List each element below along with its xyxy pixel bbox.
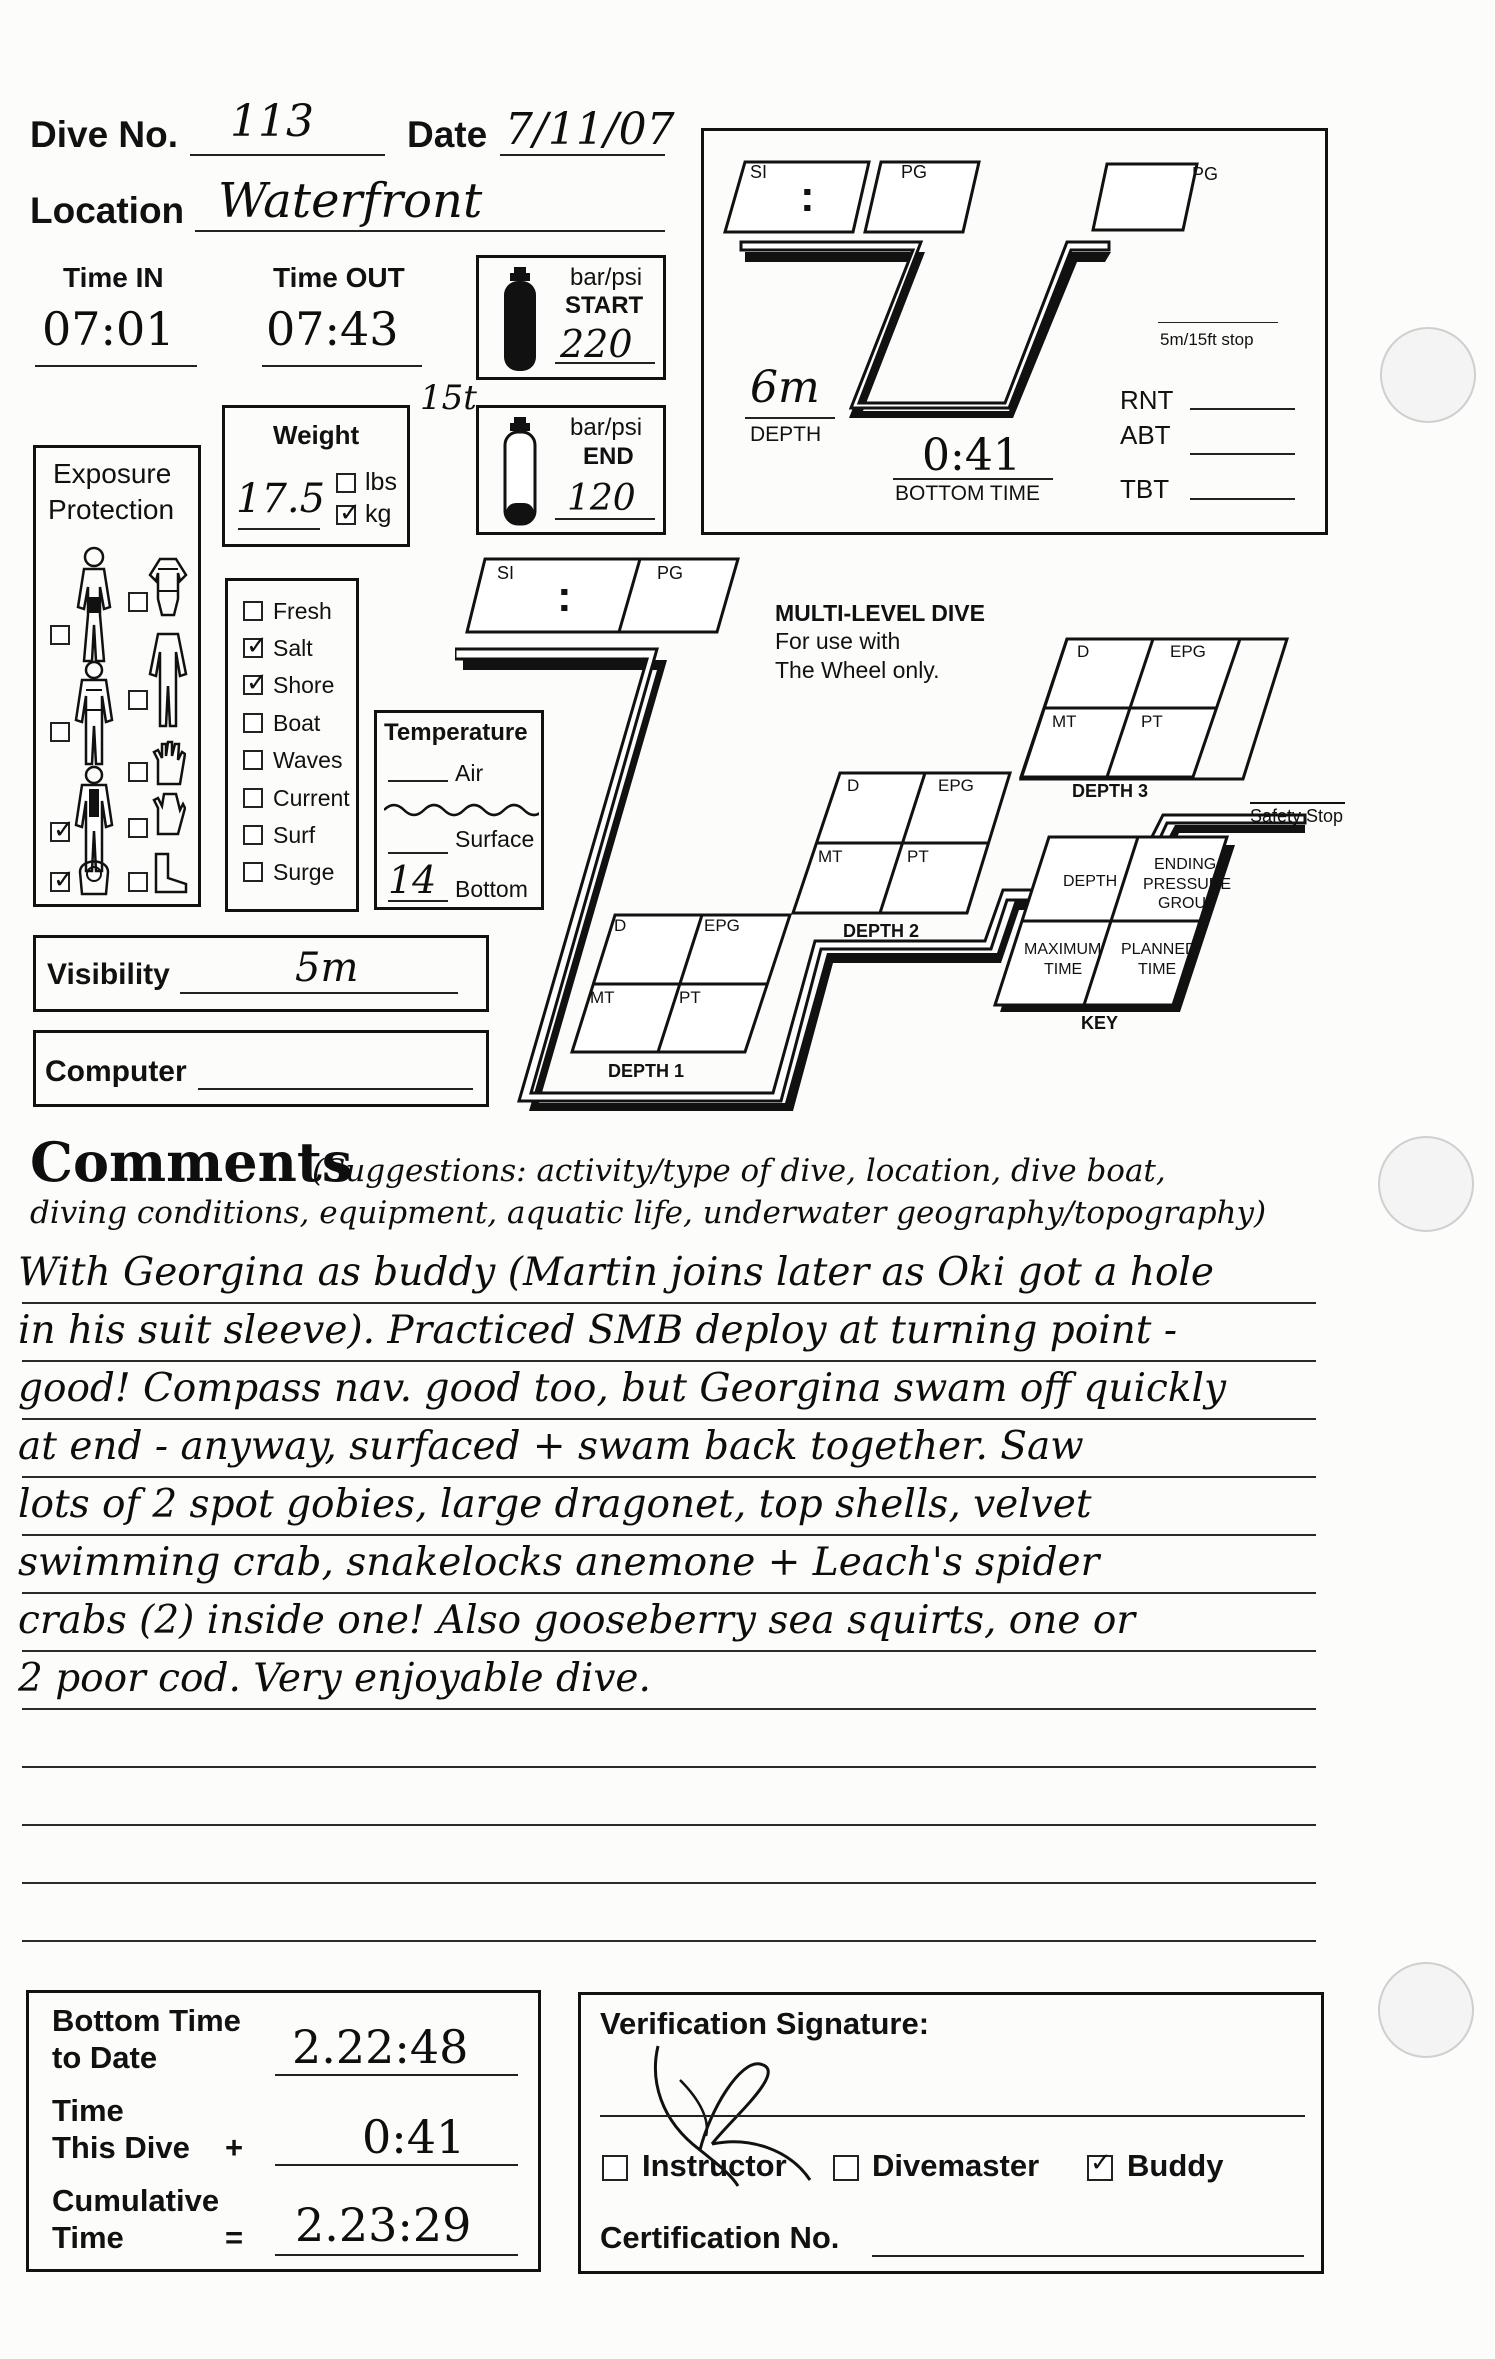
condition-salt-checkbox[interactable] [243, 638, 263, 658]
multilevel-subtitle-line2: The Wheel only. [775, 657, 940, 683]
temperature-surface-label: Surface [455, 826, 535, 852]
key-depth-label: DEPTH [1063, 873, 1118, 890]
depth1-mt-label: MT [590, 988, 615, 1007]
temperature-surface-line [388, 852, 448, 854]
profile-bottom-time-value[interactable]: 0:41 [922, 430, 1021, 481]
tank-start-underline [555, 362, 655, 364]
computer-underline [198, 1088, 473, 1090]
profile-abt-label: ABT [1120, 420, 1171, 450]
profile-safety-stop-line [1158, 322, 1278, 323]
comments-heading: Comments [30, 1130, 353, 1194]
tank-end-label: END [583, 443, 634, 470]
multilevel-title: MULTI-LEVEL DIVE [775, 600, 985, 626]
multilevel-si-value[interactable]: : [557, 572, 572, 621]
condition-waves-label: Waves [273, 747, 343, 773]
dive-no-underline [190, 154, 385, 156]
totals-bottom-time-line2: to Date [52, 2040, 158, 2075]
comment-line-7[interactable]: crabs (2) inside one! Also gooseberry sea squirts, one or [18, 1598, 1135, 1643]
profile-si-label: SI [750, 162, 768, 182]
time-in-underline [35, 365, 197, 367]
comment-rule-4 [22, 1476, 1316, 1478]
time-in-label: Time IN [63, 262, 164, 293]
profile-pg-label: PG [901, 162, 928, 182]
certification-underline [872, 2255, 1304, 2257]
depth1-pt-label: PT [679, 988, 701, 1007]
depth1-d-label: D [614, 916, 627, 935]
divemaster-label: Divemaster [872, 2148, 1040, 2183]
depth3-label: DEPTH 3 [1072, 781, 1149, 801]
condition-current-label: Current [273, 785, 350, 811]
multilevel-pg-label: PG [657, 563, 684, 583]
totals-this-dive-line1: Time [52, 2093, 124, 2128]
condition-surf-checkbox[interactable] [243, 825, 263, 845]
comment-line-3[interactable]: good! Compass nav. good too, but Georgina swam off quickly [18, 1366, 1226, 1411]
comment-line-2[interactable]: in his suit sleeve). Practiced SMB deploy at turning point - [18, 1308, 1178, 1353]
depth2-epg-label: EPG [938, 776, 974, 795]
totals-this-dive-underline [275, 2164, 518, 2166]
condition-surf-label: Surf [273, 822, 316, 848]
condition-surge-label: Surge [273, 859, 335, 885]
weight-value[interactable]: 17.5 [236, 476, 326, 522]
profile-bottom-time-label: BOTTOM TIME [895, 482, 1041, 505]
tank-start-unit: bar/psi [570, 264, 643, 291]
exposure-hood-head-checkbox[interactable] [50, 872, 70, 892]
exposure-mitt-checkbox[interactable] [128, 818, 148, 838]
comment-rule-7 [22, 1650, 1316, 1652]
temperature-bottom-label: Bottom [455, 876, 528, 902]
exposure-shorty-checkbox[interactable] [128, 592, 148, 612]
condition-boat-label: Boat [273, 710, 321, 736]
exposure-hood-checkbox[interactable] [128, 762, 148, 782]
totals-equals: = [225, 2220, 244, 2255]
key-label: KEY [1081, 1013, 1119, 1033]
comment-rule-6 [22, 1592, 1316, 1594]
exposure-title-line2: Protection [48, 494, 175, 525]
comments-suggestions-line2: diving conditions, equipment, aquatic life, underwater geography/topography) [30, 1195, 1267, 1231]
comment-line-8[interactable]: 2 poor cod. Very enjoyable dive. [18, 1656, 651, 1701]
profile-tbt-label: TBT [1120, 474, 1170, 504]
totals-this-dive-value[interactable]: 0:41 [362, 2110, 466, 2164]
buddy-checkbox[interactable] [1087, 2155, 1113, 2181]
location-underline [195, 230, 665, 232]
verification-title: Verification Signature: [600, 2006, 930, 2041]
exposure-swimsuit-checkbox[interactable] [50, 625, 70, 645]
condition-fresh-label: Fresh [273, 598, 332, 624]
depth3-pt-label: PT [1141, 712, 1163, 731]
condition-surge-checkbox[interactable] [243, 862, 263, 882]
exposure-longsuit-checkbox[interactable] [128, 690, 148, 710]
comment-rule-3 [22, 1418, 1316, 1420]
depth2-label: DEPTH 2 [843, 921, 920, 941]
tank-end-underline [555, 518, 655, 520]
profile-si-value[interactable]: : [800, 172, 815, 221]
weight-lbs-label: lbs [365, 468, 397, 496]
key-ending-line2: PRESSURE [1143, 876, 1232, 893]
swimsuit-icon [70, 545, 118, 665]
profile-safety-stop-label: 5m/15ft stop [1160, 330, 1254, 349]
comment-rule-12 [22, 1940, 1316, 1942]
comment-rule-11 [22, 1882, 1316, 1884]
comment-rule-2 [22, 1360, 1316, 1362]
weight-underline [238, 528, 320, 530]
temperature-air-label: Air [455, 760, 484, 786]
tank-end-unit: bar/psi [570, 414, 643, 441]
instructor-checkbox[interactable] [602, 2155, 628, 2181]
profile-depth-underline [745, 417, 835, 419]
tank-empty-icon [500, 415, 540, 530]
profile-depth-value[interactable]: 6m [750, 362, 820, 413]
comment-rule-5 [22, 1534, 1316, 1536]
temperature-title: Temperature [384, 719, 528, 746]
tank-end-value[interactable]: 120 [567, 478, 636, 519]
depth1-label: DEPTH 1 [608, 1061, 685, 1081]
condition-shore-checkbox[interactable] [243, 675, 263, 695]
profile-rnt-label: RNT [1120, 385, 1174, 415]
time-out-label: Time OUT [273, 262, 405, 293]
divemaster-checkbox[interactable] [833, 2155, 859, 2181]
hood-icon [74, 852, 114, 896]
date-value[interactable]: 7/11/07 [505, 104, 675, 155]
condition-fresh-checkbox[interactable] [243, 601, 263, 621]
full-wetsuit-icon [70, 660, 118, 768]
weight-kg-label: kg [365, 500, 392, 528]
dive-no-value[interactable]: 113 [230, 96, 314, 147]
condition-salt-label: Salt [273, 635, 313, 661]
location-label: Location [30, 190, 185, 231]
weight-label: Weight [273, 420, 360, 450]
totals-cumulative-line1: Cumulative [52, 2183, 220, 2218]
comment-rule-10 [22, 1824, 1316, 1826]
boot-icon [150, 850, 190, 894]
condition-current-checkbox[interactable] [243, 788, 263, 808]
condition-boat-checkbox[interactable] [243, 713, 263, 733]
depth3-mt-label: MT [1052, 712, 1077, 731]
time-in-value[interactable]: 07:01 [42, 302, 175, 356]
exposure-boots-checkbox[interactable] [128, 872, 148, 892]
tank-full-icon [500, 265, 540, 375]
computer-label: Computer [45, 1055, 187, 1088]
totals-bottom-time-underline [275, 2074, 518, 2076]
date-label: Date [407, 114, 488, 155]
verification-signature-line [600, 2115, 1305, 2117]
key-ending-line3: GROUP [1158, 895, 1217, 912]
depth2-d-label: D [847, 776, 860, 795]
time-out-value[interactable]: 07:43 [266, 302, 399, 356]
comment-rule-9 [22, 1766, 1316, 1768]
comments-suggestions-line1: (Suggestions: activity/type of dive, location, dive boat, [312, 1153, 1166, 1189]
location-value[interactable]: Waterfront [218, 173, 483, 229]
totals-bottom-time-value[interactable]: 2.22:48 [292, 2020, 469, 2074]
profile-abt-line [1190, 453, 1295, 455]
exposure-fullsuit-checkbox[interactable] [50, 722, 70, 742]
mitt-icon [150, 790, 186, 836]
comment-line-5[interactable]: lots of 2 spot gobies, large dragonet, top shells, velvet [18, 1482, 1092, 1527]
dive-no-label: Dive No. [30, 114, 179, 155]
totals-cumulative-value[interactable]: 2.23:29 [295, 2198, 472, 2252]
exposure-drysuit-checkbox[interactable] [50, 822, 70, 842]
comment-line-1[interactable]: With Georgina as buddy (Martin joins later as Oki got a hole [18, 1250, 1214, 1295]
binder-hole-bottom [1378, 1962, 1474, 2058]
profile-pg-label-right: PG [1192, 164, 1219, 184]
totals-plus: + [225, 2130, 244, 2165]
condition-waves-checkbox[interactable] [243, 750, 263, 770]
long-suit-icon [148, 630, 188, 730]
tank-margin-note: 15t [420, 378, 477, 418]
key-planned-line1: PLANNED [1121, 941, 1197, 958]
binder-hole-top [1380, 327, 1476, 423]
safety-stop-label: Safety Stop [1250, 806, 1344, 826]
condition-shore-label: Shore [273, 672, 335, 698]
totals-cumulative-line2: Time [52, 2220, 124, 2255]
totals-bottom-time-line1: Bottom Time [52, 2003, 241, 2038]
temperature-bottom-line [388, 900, 448, 902]
comment-line-4[interactable]: at end - anyway, surfaced + swam back together. Saw [18, 1424, 1084, 1469]
comment-rule-8 [22, 1708, 1316, 1710]
buddy-label: Buddy [1127, 2148, 1224, 2183]
profile-bottom-time-underline [893, 478, 1053, 480]
visibility-label: Visibility [47, 958, 170, 991]
totals-cumulative-underline [275, 2254, 518, 2256]
shorty-suit-icon [148, 555, 188, 619]
tank-start-value[interactable]: 220 [560, 322, 633, 366]
key-max-line1: MAXIMUM [1024, 941, 1102, 958]
weight-lbs-checkbox[interactable] [336, 473, 356, 493]
key-planned-line2: TIME [1138, 961, 1177, 978]
certification-label: Certification No. [600, 2220, 840, 2255]
multilevel-si-label: SI [497, 563, 515, 583]
depth3-epg-label: EPG [1170, 642, 1206, 661]
tank-start-label: START [565, 292, 644, 319]
totals-this-dive-line2: This Dive [52, 2130, 190, 2165]
depth3-d-label: D [1077, 642, 1090, 661]
time-out-underline [262, 365, 422, 367]
visibility-value[interactable]: 5m [295, 945, 359, 991]
depth1-epg-label: EPG [704, 916, 740, 935]
weight-kg-checkbox[interactable] [336, 505, 356, 525]
profile-rnt-line [1190, 408, 1295, 410]
depth2-mt-label: MT [818, 847, 843, 866]
glove-icon [150, 738, 186, 786]
temperature-bottom-value[interactable]: 14 [388, 858, 437, 902]
multilevel-subtitle-line1: For use with [775, 628, 901, 654]
profile-tbt-line [1190, 498, 1295, 500]
key-max-line2: TIME [1044, 961, 1083, 978]
multilevel-dive-diagram [455, 555, 1355, 1115]
date-underline [500, 154, 665, 156]
temperature-air-line [388, 780, 448, 782]
key-ending-line1: ENDING [1154, 856, 1217, 873]
visibility-underline [180, 992, 458, 994]
profile-depth-label: DEPTH [750, 423, 822, 446]
comment-rule-1 [22, 1302, 1316, 1304]
exposure-title-line1: Exposure [53, 458, 172, 489]
binder-hole-middle [1378, 1136, 1474, 1232]
instructor-label: Instructor [642, 2148, 787, 2183]
comment-line-6[interactable]: swimming crab, snakelocks anemone + Leach's spider [18, 1540, 1100, 1585]
depth2-pt-label: PT [907, 847, 929, 866]
